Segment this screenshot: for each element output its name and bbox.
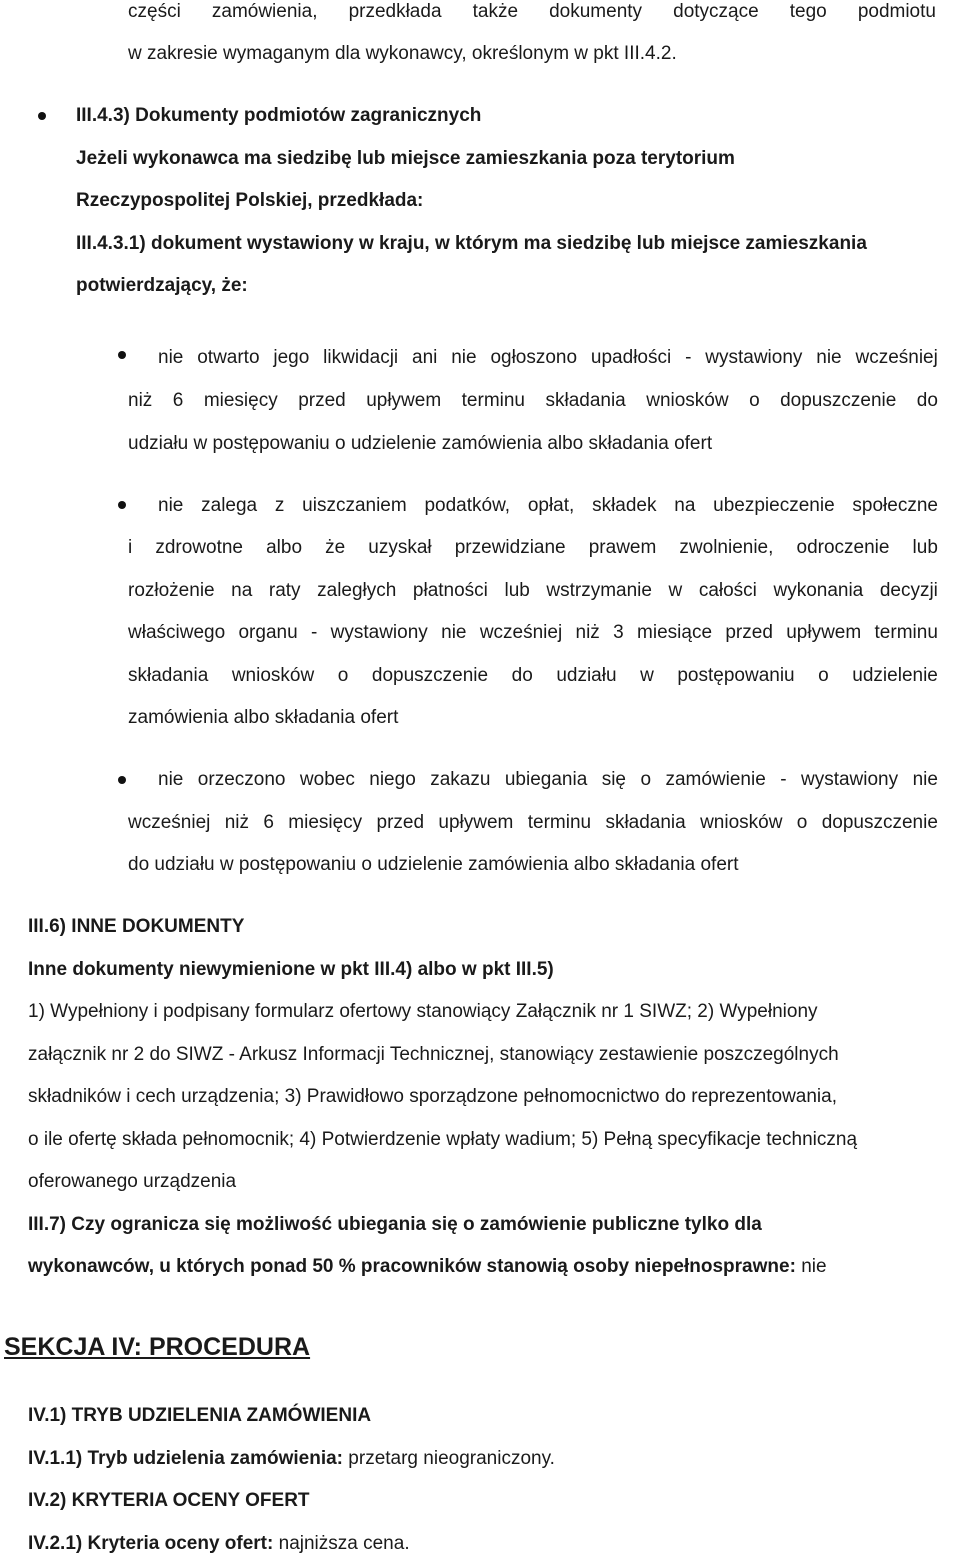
intro-line-2: w zakresie wymaganym dla wykonawcy, określonym w pkt III.4.2. [128,43,677,64]
s37-line-1: III.7) Czy ogranicza się możliwość ubiegania się o zamówienie publiczne tylko dla [28,1214,762,1235]
word: likwidacji [323,347,399,368]
iv21-label: IV.2.1) Kryteria oceny ofert: [28,1533,274,1554]
s36-line-2: załącznik nr 2 do SIWZ - Arkusz Informacji Technicznej, stanowiący zestawienie poszczególnych [28,1044,839,1065]
word: nie [158,769,184,790]
word: wniosków [646,390,729,411]
word: udzielenie [852,665,938,686]
word: miesięcy [203,390,278,411]
word: 6 [263,812,274,833]
bullet-2-line-2 [128,536,938,560]
word: wniosków [231,665,315,686]
word: nie [441,622,467,643]
word: albo [266,537,303,558]
word: składania [128,665,209,686]
word: wystawiony [705,347,803,368]
section-subtitle-iii-6: Inne dokumenty niewymienione w pkt III.4) albo w pkt III.5) [28,959,554,980]
s37-question: wykonawców, u których ponad 50 % pracowników stanowią osoby niepełnosprawne: [28,1256,796,1277]
word: miesiące [637,622,713,643]
word: raty [268,580,301,601]
word: podatków, [424,495,511,516]
word: rozłożenie [128,580,215,601]
word: 3 [613,622,624,643]
word: do [511,665,533,686]
word: upadłości [590,347,672,368]
word: orzeczono [197,769,286,790]
word: miesięcy [288,812,363,833]
word: o [796,812,808,833]
s343-sub-line-1: III.4.3.1) dokument wystawiony w kraju, w którym ma siedzibę lub miejsce zamieszkania [76,233,867,254]
word: w [668,580,683,601]
word: decyzji [879,580,938,601]
word: dokumenty [549,1,643,22]
section-title-iii-6: III.6) INNE DOKUMENTY [28,916,245,937]
bullet-2-line-1 [128,494,938,518]
word: nie [816,347,842,368]
s36-line-4: o ile ofertę składa pełnomocnik; 4) Potwierdzenie wpłaty wadium; 5) Pełną specyfikacje techniczną [28,1129,858,1150]
word: dopuszczenie [371,665,489,686]
s37-line-2 [28,1255,827,1279]
word: ani [412,347,438,368]
word: składek [592,495,657,516]
word: - [685,347,692,368]
bullet-1-line-3: udziału w postępowaniu o udzielenie zamówienia albo składania ofert [128,433,713,454]
word: zamówienia, [211,1,318,22]
word: składania [605,812,686,833]
iv11-line [28,1447,555,1471]
bullet-3-line-1 [128,768,938,792]
word: płatności [412,580,488,601]
intro-line-1 [128,0,936,24]
word: niż [575,622,600,643]
word: - [310,622,318,643]
word: że [325,537,346,558]
word: zalega [201,495,258,516]
bullet-2-line-5 [128,664,938,688]
s343-sub-line-2: potwierdzający, że: [76,275,248,296]
word: zakazu [430,769,491,790]
word: lub [912,537,938,558]
word: upływem [438,812,514,833]
s343-line-1: Jeżeli wykonawca ma siedzibę lub miejsce zamieszkania poza terytorium [76,148,735,169]
word: przed [298,390,346,411]
s36-line-5: oferowanego urządzenia [28,1171,237,1192]
word: zwolnienie, [679,537,774,558]
iv11-value: przetarg nieograniczony. [348,1448,555,1469]
word: uzyskał [368,537,432,558]
word: tego [789,1,827,22]
word: zaległych [317,580,397,601]
word: wstrzymanie [546,580,652,601]
word: otwarto [197,347,260,368]
s343-line-2: Rzeczypospolitej Polskiej, przedkłada: [76,190,424,211]
bullet-icon [118,351,126,359]
word: nie [912,769,938,790]
bullet-2-line-6: zamówienia albo składania ofert [128,707,399,728]
word: ubezpieczenie [713,495,835,516]
word: ubiegania [504,769,588,790]
word: odroczenie [796,537,890,558]
iv21-value: najniższa cena. [278,1533,410,1554]
bullet-1-line-1 [128,346,938,370]
bullet-icon [118,776,126,784]
word: 6 [172,390,184,411]
word: nie [158,495,184,516]
word: jego [273,347,310,368]
word: wobec [299,769,355,790]
word: społeczne [852,495,938,516]
word: na [231,580,253,601]
word: części [128,1,181,22]
word: upływem [366,390,442,411]
word: dotyczące [673,1,759,22]
s37-answer: nie [801,1256,827,1277]
word: składania [545,390,626,411]
word: całości [698,580,757,601]
word: uiszczaniem [302,495,407,516]
word: przedkłada [348,1,442,22]
word: i [128,537,133,558]
word: ogłoszono [490,347,578,368]
word: właściwego [128,622,226,643]
word: przed [725,622,773,643]
word: wystawiony [800,769,899,790]
s36-line-1: 1) Wypełniony i podpisany formularz ofertowy stanowiący Załącznik nr 1 SIWZ; 2) Wypełniony [28,1001,818,1022]
word: także [472,1,519,22]
word: wykonania [773,580,864,601]
section-heading-iv: SEKCJA IV: PROCEDURA [4,1333,311,1361]
iv11-label: IV.1.1) Tryb udzielenia zamówienia: [28,1448,344,1469]
iv2-title: IV.2) KRYTERIA OCENY OFERT [28,1490,310,1511]
word: zdrowotne [155,537,243,558]
word: wcześniej [479,622,563,643]
word: zamówienie [665,769,766,790]
iv21-line [28,1532,410,1556]
word: upływem [786,622,862,643]
word: wystawiony [330,622,428,643]
word: w [640,665,654,686]
word: na [674,495,696,516]
word: wniosków [700,812,783,833]
word: do [916,390,938,411]
word: o [337,665,349,686]
iv1-title: IV.1) TRYB UDZIELENIA ZAMÓWIENIA [28,1405,372,1426]
section-title-iii-4-3: III.4.3) Dokumenty podmiotów zagranicznych [76,105,482,126]
word: prawem [588,537,657,558]
word: dopuszczenie [780,390,897,411]
word: wcześniej [855,347,938,368]
bullet-icon [38,112,46,120]
word: udziału [556,665,617,686]
word: przewidziane [454,537,566,558]
word: postępowaniu [677,665,795,686]
word: organu [238,622,298,643]
bullet-2-line-3 [128,579,938,603]
word: z [274,495,285,516]
bullet-1-line-2 [128,389,938,413]
word: niż [128,390,153,411]
word: - [780,769,787,790]
word: o [818,665,829,686]
bullet-3-line-3: do udziału w postępowaniu o udzielenie zamówienia albo składania ofert [128,854,739,875]
word: wcześniej [128,812,211,833]
s36-line-3: składników i cech urządzenia; 3) Prawidłowo sporządzone pełnomocnictwo do reprezentowania, [28,1086,837,1107]
word: opłat, [527,495,575,516]
bullet-3-line-2 [128,811,938,835]
word: terminu [461,390,525,411]
word: przed [376,812,425,833]
word: terminu [874,622,938,643]
word: niż [224,812,250,833]
word: lub [504,580,530,601]
word: dopuszczenie [821,812,938,833]
bullet-icon [118,501,126,509]
word: o [749,390,760,411]
word: podmiotu [857,1,936,22]
word: niego [369,769,416,790]
bullet-2-line-4 [128,621,938,645]
word: nie [158,347,184,368]
word: terminu [527,812,592,833]
word: się [601,769,626,790]
word: nie [451,347,477,368]
word: o [640,769,652,790]
